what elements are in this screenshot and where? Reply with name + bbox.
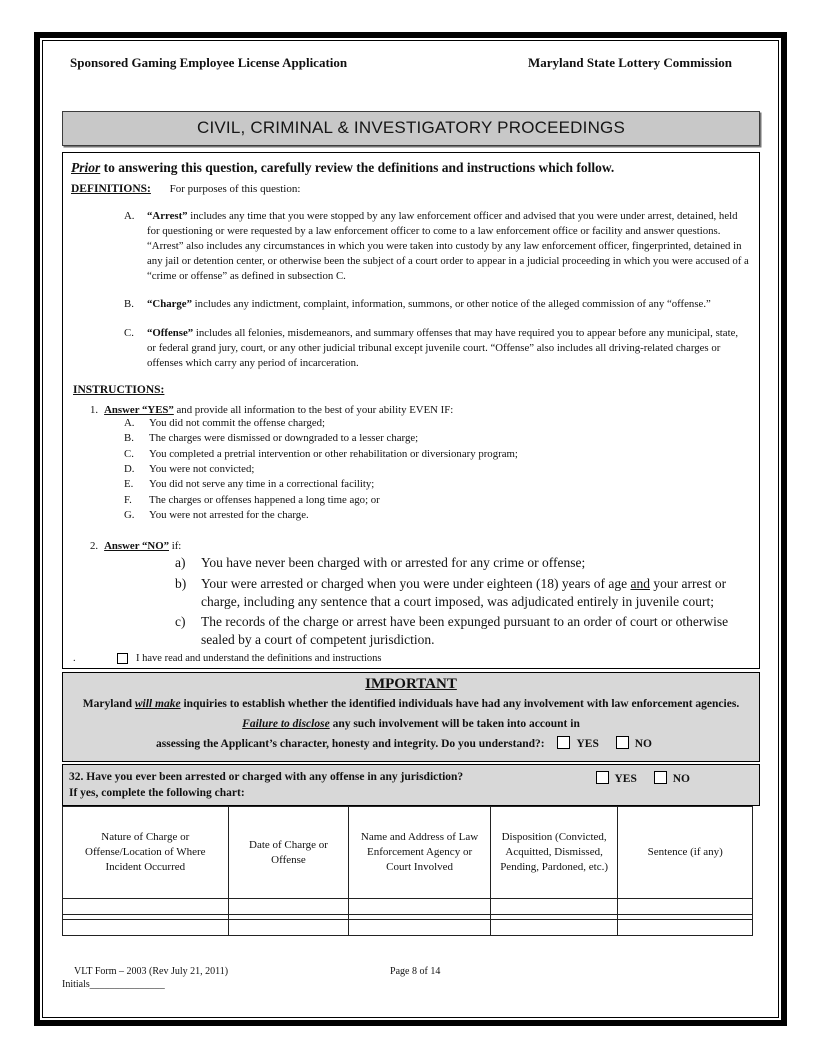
subitem-text <box>201 575 745 611</box>
instruction-answer-no <box>69 540 755 552</box>
important-line-3 <box>75 736 747 753</box>
subitem-text: You were not convicted; <box>149 463 255 475</box>
cell-nature[interactable] <box>63 899 229 915</box>
page-footer <box>62 965 760 991</box>
important-line-1 <box>75 697 747 713</box>
definitions-label: DEFINITIONS: <box>71 183 151 195</box>
answer-yes-label: Answer “YES” <box>104 404 174 417</box>
subitem-text: You completed a pretrial intervention or other rehabilitation or diversionary program; <box>149 447 518 460</box>
page-frame <box>34 32 787 1026</box>
col-nature-of-charge: Nature of Charge or Offense/Location of Where Incident Occurred <box>63 807 229 899</box>
instructions-label: INSTRUCTIONS: <box>73 384 165 397</box>
subitem-letter: B. <box>124 432 134 445</box>
question-32-yesno <box>596 771 705 785</box>
subitem-text: You have never been charged with or arrested for any crime or offense; <box>201 555 586 571</box>
prior-word: Prior <box>71 160 101 175</box>
cell-agency[interactable] <box>349 899 490 915</box>
definition-letter: C. <box>124 327 134 340</box>
question-32-box <box>62 764 760 806</box>
definition-letter: A. <box>124 210 135 222</box>
definition-term: “Offense” <box>147 327 194 340</box>
col-date-of-charge: Date of Charge or Offense <box>228 807 349 899</box>
instruction-text: if: <box>169 540 182 553</box>
no-subitem-c <box>69 613 755 649</box>
col-sentence: Sentence (if any) <box>618 807 753 899</box>
important-text: inquiries to establish whether the identified individuals have had any involvement with law enforcement agencies. <box>180 698 740 711</box>
no-subitem-b <box>69 575 755 611</box>
cell-date[interactable] <box>228 899 349 915</box>
page-number: Page 8 of 14 <box>390 966 441 977</box>
instruction-number: 2. <box>90 540 99 553</box>
section-banner <box>62 111 760 146</box>
subitem-letter: E. <box>124 478 134 491</box>
important-emphasis: Failure to disclose <box>242 717 330 730</box>
subitem-letter: D. <box>124 463 135 475</box>
subitem-letter: b) <box>175 575 187 591</box>
charges-table-row <box>63 920 753 936</box>
section-banner-title: CIVIL, CRIMINAL & INVESTIGATORY PROCEEDINGS <box>196 118 626 137</box>
instruction-text: and provide all information to the best of your ability EVEN IF: <box>173 404 454 417</box>
col-disposition: Disposition (Convicted, Acquitted, Dismissed, Pending, Pardoned, etc.) <box>490 807 618 899</box>
subitem-letter: F. <box>124 493 132 506</box>
question-32-text: 32. Have you ever been arrested or charged with any offense in any jurisdiction? <box>69 770 464 783</box>
cell-disposition[interactable] <box>490 920 618 936</box>
yes-label: YES <box>614 772 637 785</box>
subitem-text-underlined: and <box>630 575 650 591</box>
definitions-instructions-box <box>62 152 760 669</box>
subitem-text: The records of the charge or arrest have been expunged pursuant to an order of court or otherwise sealed by a court of competent jurisdiction. <box>201 613 729 648</box>
charges-table-header-row <box>63 807 753 899</box>
definition-text <box>147 326 749 371</box>
understand-no-checkbox[interactable] <box>616 736 629 749</box>
yes-subitem <box>69 508 755 523</box>
important-text: any such involvement will be taken into account in <box>329 717 580 730</box>
page-inner <box>42 40 779 1018</box>
cell-date[interactable] <box>228 920 349 936</box>
yes-subitem <box>69 431 755 446</box>
subitem-text: The charges or offenses happened a long time ago; or <box>149 493 380 506</box>
q32-no-checkbox[interactable] <box>654 771 667 784</box>
form-id: VLT Form – 2003 (Rev July 21, 2011) <box>74 966 229 977</box>
yes-label: YES <box>576 738 599 751</box>
acknowledgement-row <box>69 653 755 664</box>
cell-sentence[interactable] <box>618 920 753 936</box>
no-subitem-a <box>69 554 755 572</box>
form-title: Sponsored Gaming Employee License Application <box>70 55 348 70</box>
subitem-text-post: your arrest or charge, including any sentence that a court imposed, was adjudicated entirely in juvenile court; <box>201 575 727 609</box>
subitem-letter: c) <box>175 613 186 629</box>
subitem-text: You did not serve any time in a correctional facility; <box>149 478 375 491</box>
q32-yes-checkbox[interactable] <box>596 771 609 784</box>
charges-table <box>62 806 753 936</box>
prior-rest: to answering this question, carefully review the definitions and instructions which follow. <box>100 160 615 175</box>
yes-subitem <box>69 462 755 477</box>
ack-text: I have read and understand the definitions and instructions <box>136 653 382 665</box>
yes-subitem <box>69 416 755 431</box>
definitions-heading <box>69 183 755 195</box>
definition-body: includes any indictment, complaint, information, summons, or other notice of the alleged commission of any “offense.” <box>191 298 711 311</box>
understand-yes-checkbox[interactable] <box>557 736 570 749</box>
no-label: NO <box>672 772 690 785</box>
subitem-letter: A. <box>124 417 135 430</box>
cell-nature[interactable] <box>63 920 229 936</box>
definition-body: includes all felonies, misdemeanors, and summary offenses that may have required you to appear before any municipal, state, or federal grand jury, court, or any other judicial tribunal except juvenile court. “Offense” also includes all driving-related charges or offenses which carry any period of incarceration. <box>147 327 739 370</box>
yes-subitem <box>69 477 755 492</box>
yes-subitem <box>69 447 755 462</box>
subitem-letter: a) <box>175 555 186 571</box>
cell-sentence[interactable] <box>618 899 753 915</box>
definition-text <box>147 297 711 312</box>
yes-subitem <box>69 493 755 508</box>
definition-offense <box>69 326 755 371</box>
ack-dot: . <box>73 653 76 665</box>
cell-disposition[interactable] <box>490 899 618 915</box>
definition-charge <box>69 297 755 312</box>
charges-table-row <box>63 899 753 915</box>
important-box <box>62 672 760 762</box>
important-line-2 <box>75 717 747 733</box>
subitem-letter: G. <box>124 508 135 521</box>
instruction-number: 1. <box>90 404 99 417</box>
header <box>62 53 760 71</box>
no-label: NO <box>634 738 652 751</box>
definition-term: “Arrest” <box>147 210 188 222</box>
subitem-text: You did not commit the offense charged; <box>149 417 326 430</box>
definition-letter: B. <box>124 298 134 311</box>
important-text: assessing the Applicant’s character, honesty and integrity. Do you understand?: <box>156 738 545 751</box>
agency-title: Maryland State Lottery Commission <box>527 55 732 70</box>
subitem-letter: C. <box>124 447 134 460</box>
prior-notice <box>69 160 755 176</box>
instruction-answer-yes <box>69 404 755 416</box>
subitem-text-pre: Your were arrested or charged when you were under eighteen (18) years of age <box>201 575 631 591</box>
definition-arrest <box>69 209 755 283</box>
important-title: IMPORTANT <box>365 676 457 693</box>
col-agency-court: Name and Address of Law Enforcement Agency or Court Involved <box>349 807 490 899</box>
definition-text <box>147 209 749 283</box>
question-32-subtext: If yes, complete the following chart: <box>69 787 245 800</box>
subitem-text: The charges were dismissed or downgraded to a lesser charge; <box>149 432 419 445</box>
cell-agency[interactable] <box>349 920 490 936</box>
important-emphasis: will make <box>134 698 181 711</box>
subitem-text: You were not arrested for the charge. <box>149 508 309 521</box>
important-text: Maryland <box>82 698 135 711</box>
answer-no-label: Answer “NO” <box>104 540 169 553</box>
ack-checkbox[interactable] <box>117 653 128 664</box>
definitions-note: For purposes of this question: <box>169 183 301 195</box>
definition-body: includes any time that you were stopped by any law enforcement officer and advised that you were under arrest, detained, held for questioning or were requested by a law enforcement officer to come to a law enforcement office or facility and answer questions. “Arrest” also includes any circumstances in which you were taken into custody by any law enforcement officer, fingerprinted, detained in any jail or detention center, or otherwise been the subject of a court order to appear in a judicial proceeding in which you were accused of a “crime or offense” as defined in subsection C. <box>147 210 749 282</box>
initials-line[interactable]: Initials_______________ <box>62 979 165 990</box>
definition-term: “Charge” <box>147 298 192 311</box>
